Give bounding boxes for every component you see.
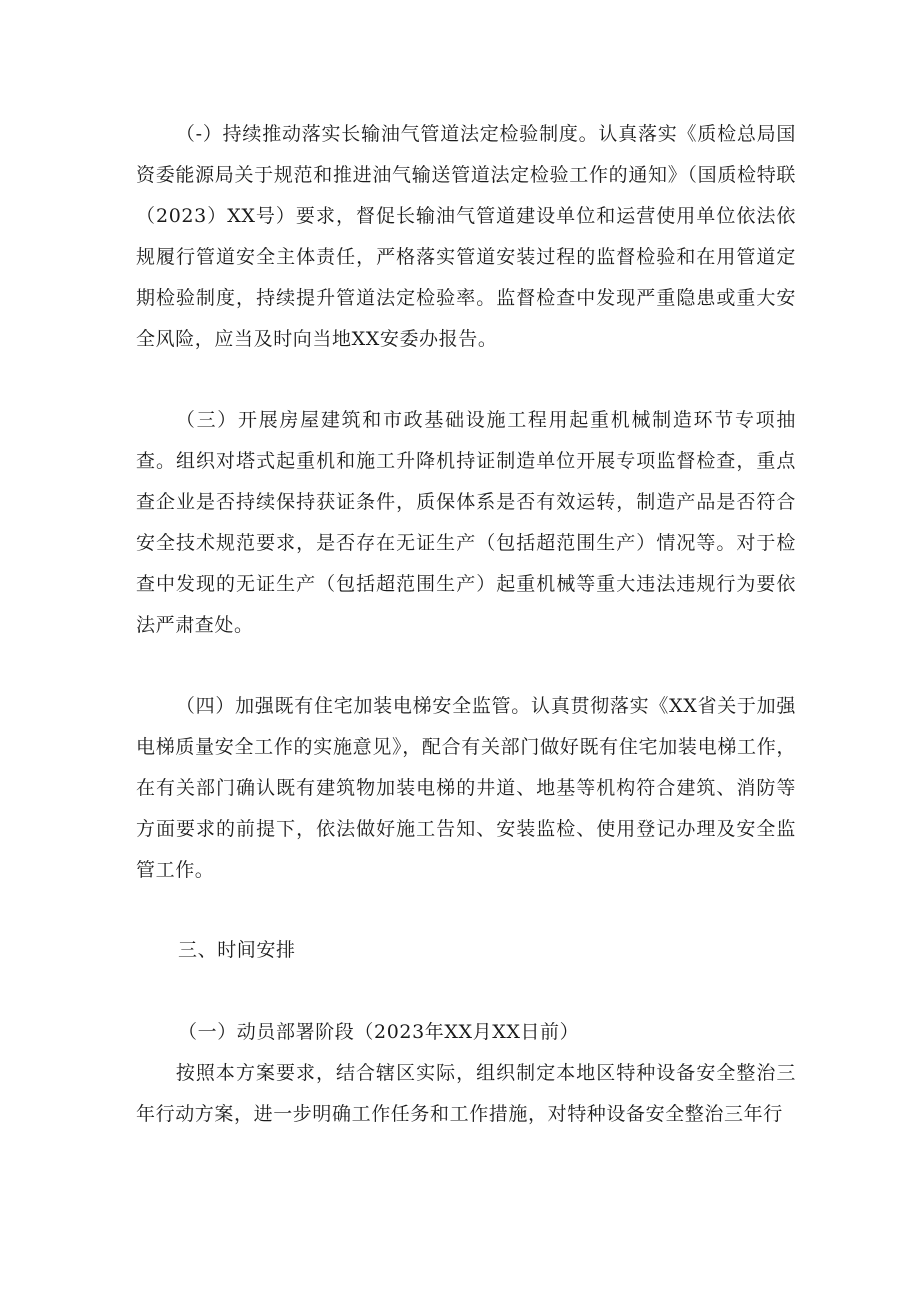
paragraph-mobilization-plan: 按照本方案要求，结合辖区实际，组织制定本地区特种设备安全整治三年行动方案，进一步明确工作任务和工作措施，对特种设备安全整治三年行 xyxy=(136,1062,796,1125)
paragraph-crane-inspection: （三）开展房屋建筑和市政基础设施工程用起重机械制造环节专项抽查。组织对塔式起重机和施工升降机持证制造单位开展专项监督检查，重点查企业是否持续保持获证条件，质保体系是否有效运转，制造产品是否符合安全技术规范要求，是否存在无证生产（包括超范围生产）情况等。对于检查中发现的无证生产（包括超范围生产）起重机械等重大违法违规行为要依法严肃查处。 xyxy=(136,409,796,636)
section-heading-schedule: 三、时间安排 xyxy=(178,939,296,961)
paragraph-elevator-supervision: （四）加强既有住宅加装电梯安全监管。认真贯彻落实《XX省关于加强电梯质量安全工作的实施意见》，配合有关部门做好既有住宅加装电梯工作，在有关部门确认既有建筑物加装电梯的井道、地基等机构符合建筑、消防等方面要求的前提下，依法做好施工告知、安装监检、使用登记办理及安全监管工作。 xyxy=(136,695,796,881)
sub-heading-mobilization-phase: （一）动员部署阶段（2023年XX月XX日前） xyxy=(178,1021,580,1043)
paragraph-pipeline-inspection: （-）持续推动落实长输油气管道法定检验制度。认真落实《质检总局国资委能源局关于规范和推进油气输送管道法定检验工作的通知》（国质检特联（2023）XX号）要求，督促长输油气管道建设单位和运营使用单位依法依规履行管道安全主体责任，严格落实管道安装过程的监督检验和在用管道定期检验制度，持续提升管道法定检验率。监督检查中发现严重隐患或重大安全风险，应当及时向当地XX安委办报告。 xyxy=(136,123,796,350)
